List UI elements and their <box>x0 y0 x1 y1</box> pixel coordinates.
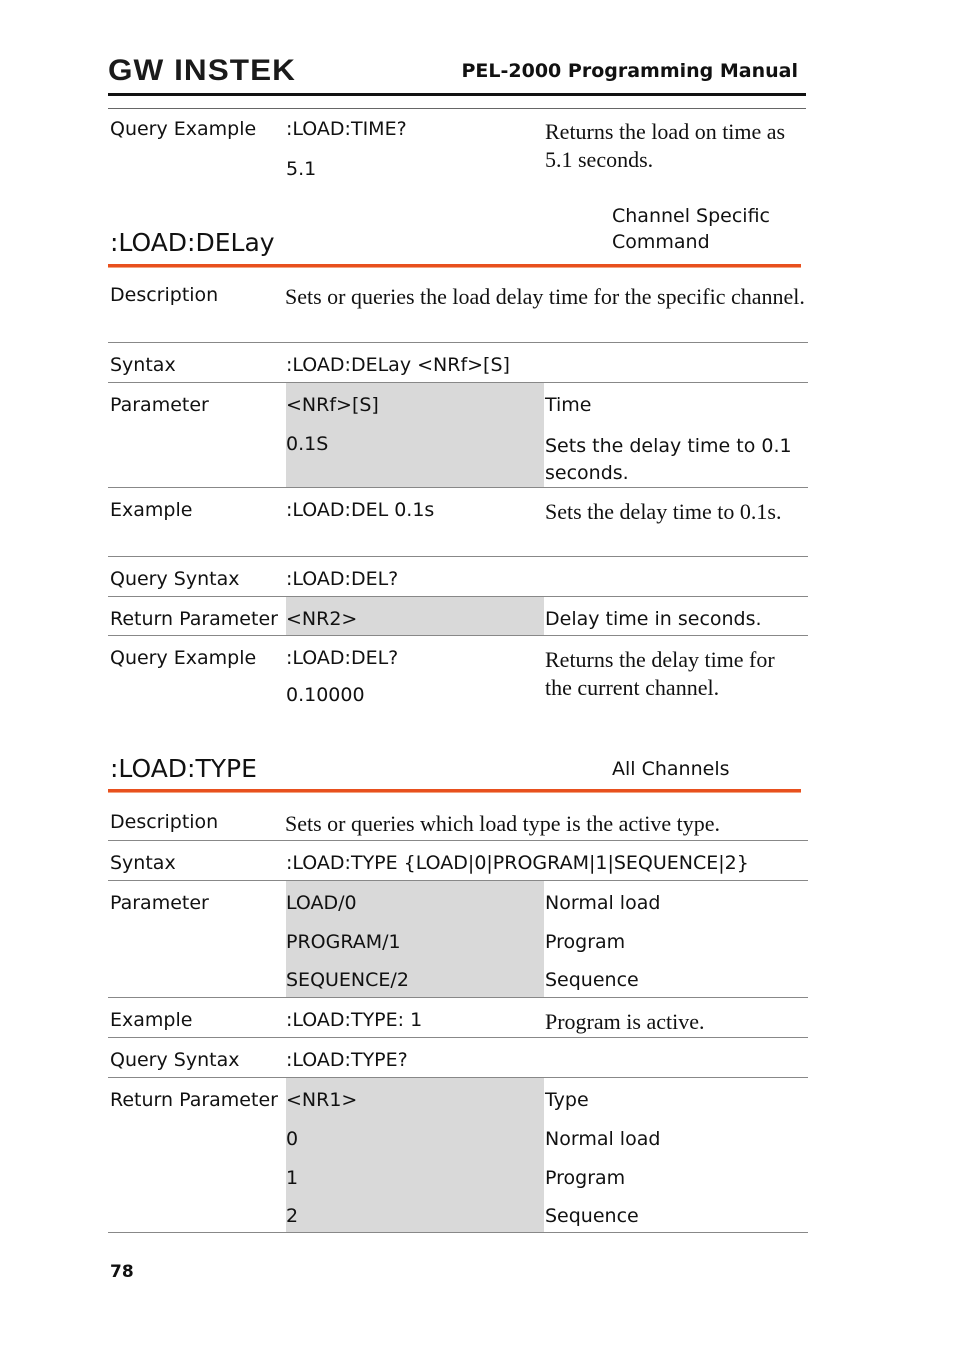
command-text: :LOAD:TIME? <box>286 118 407 140</box>
row-label: Parameter <box>110 892 209 914</box>
parameter-desc: Normal load <box>545 892 661 914</box>
row-label: Return Parameter <box>110 608 278 630</box>
parameter-value: PROGRAM/1 <box>286 931 401 953</box>
parameter-value: <NRf>[S] <box>286 394 379 416</box>
return-desc: Normal load <box>545 1128 661 1150</box>
row-label: Example <box>110 499 193 521</box>
example-value: 0.10000 <box>286 684 365 706</box>
divider <box>108 1232 808 1233</box>
row-label: Description <box>110 811 219 833</box>
header-rule-thin <box>108 108 806 109</box>
return-desc: Type <box>545 1089 589 1111</box>
section-rule-type <box>108 789 801 793</box>
row-label: Query Example <box>110 118 257 140</box>
divider <box>108 487 808 488</box>
parameter-desc: Sequence <box>545 969 639 991</box>
divider <box>108 997 808 998</box>
row-label: Syntax <box>110 852 176 874</box>
return-value: 1 <box>286 1167 299 1189</box>
parameter-desc: Program <box>545 931 626 953</box>
row-label: Syntax <box>110 354 176 376</box>
row-description: Sets or queries the load delay time for the specific channel. <box>285 284 805 309</box>
return-desc: Sequence <box>545 1205 639 1227</box>
parameter-value: SEQUENCE/2 <box>286 969 409 991</box>
return-value: <NR1> <box>286 1089 358 1111</box>
row-label: Parameter <box>110 394 209 416</box>
section-scope-type: All Channels <box>612 758 730 780</box>
page-number: 78 <box>110 1262 134 1282</box>
parameter-value: LOAD/0 <box>286 892 357 914</box>
manual-title: PEL-2000 Programming Manual <box>461 60 798 82</box>
query-example-desc: Returns the delay time for the current channel. <box>545 647 775 700</box>
return-value: 0 <box>286 1128 299 1150</box>
example-desc: Program is active. <box>545 1009 705 1034</box>
return-value: <NR2> <box>286 608 358 630</box>
brand-logo: GW INSTEK <box>108 54 296 87</box>
parameter-desc: Sets the delay time to 0.1 seconds. <box>545 435 792 484</box>
row-label: Return Parameter <box>110 1089 278 1111</box>
type-table <box>108 797 808 1237</box>
section-rule-delay <box>108 264 801 268</box>
parameter-desc: Time <box>545 394 592 416</box>
divider <box>108 556 808 557</box>
row-description: Returns the load on time as 5.1 seconds. <box>545 119 786 172</box>
section-title-delay: :LOAD:DELay <box>110 228 275 257</box>
section-title-type: :LOAD:TYPE <box>110 754 257 783</box>
query-syntax-text: :LOAD:TYPE? <box>286 1049 408 1071</box>
divider <box>108 342 808 343</box>
example-desc: Sets the delay time to 0.1s. <box>545 499 782 524</box>
delay-table <box>108 270 808 720</box>
example-value: 5.1 <box>286 158 317 180</box>
query-syntax-text: :LOAD:DEL? <box>286 568 399 590</box>
return-value: 2 <box>286 1205 299 1227</box>
syntax-text: :LOAD:TYPE {LOAD|0|PROGRAM|1|SEQUENCE|2} <box>286 852 749 874</box>
return-desc: Program <box>545 1167 626 1189</box>
section-scope-delay: Channel Specific Command <box>612 205 770 253</box>
example-command: :LOAD:TYPE: 1 <box>286 1009 423 1031</box>
row-description: Sets or queries which load type is the active type. <box>285 811 720 836</box>
divider <box>108 635 808 636</box>
row-label: Example <box>110 1009 193 1031</box>
parameter-value: 0.1S <box>286 433 329 455</box>
divider <box>108 840 808 841</box>
row-label: Query Syntax <box>110 568 240 590</box>
page-header <box>108 52 806 110</box>
syntax-text: :LOAD:DELay <NRf>[S] <box>286 354 510 376</box>
header-rule <box>108 93 806 96</box>
example-command: :LOAD:DEL 0.1s <box>286 499 435 521</box>
query-example-command: :LOAD:DEL? <box>286 647 399 669</box>
row-label: Description <box>110 284 219 306</box>
row-label: Query Syntax <box>110 1049 240 1071</box>
row-label: Query Example <box>110 647 257 669</box>
return-desc: Delay time in seconds. <box>545 608 762 630</box>
divider <box>108 1037 808 1038</box>
